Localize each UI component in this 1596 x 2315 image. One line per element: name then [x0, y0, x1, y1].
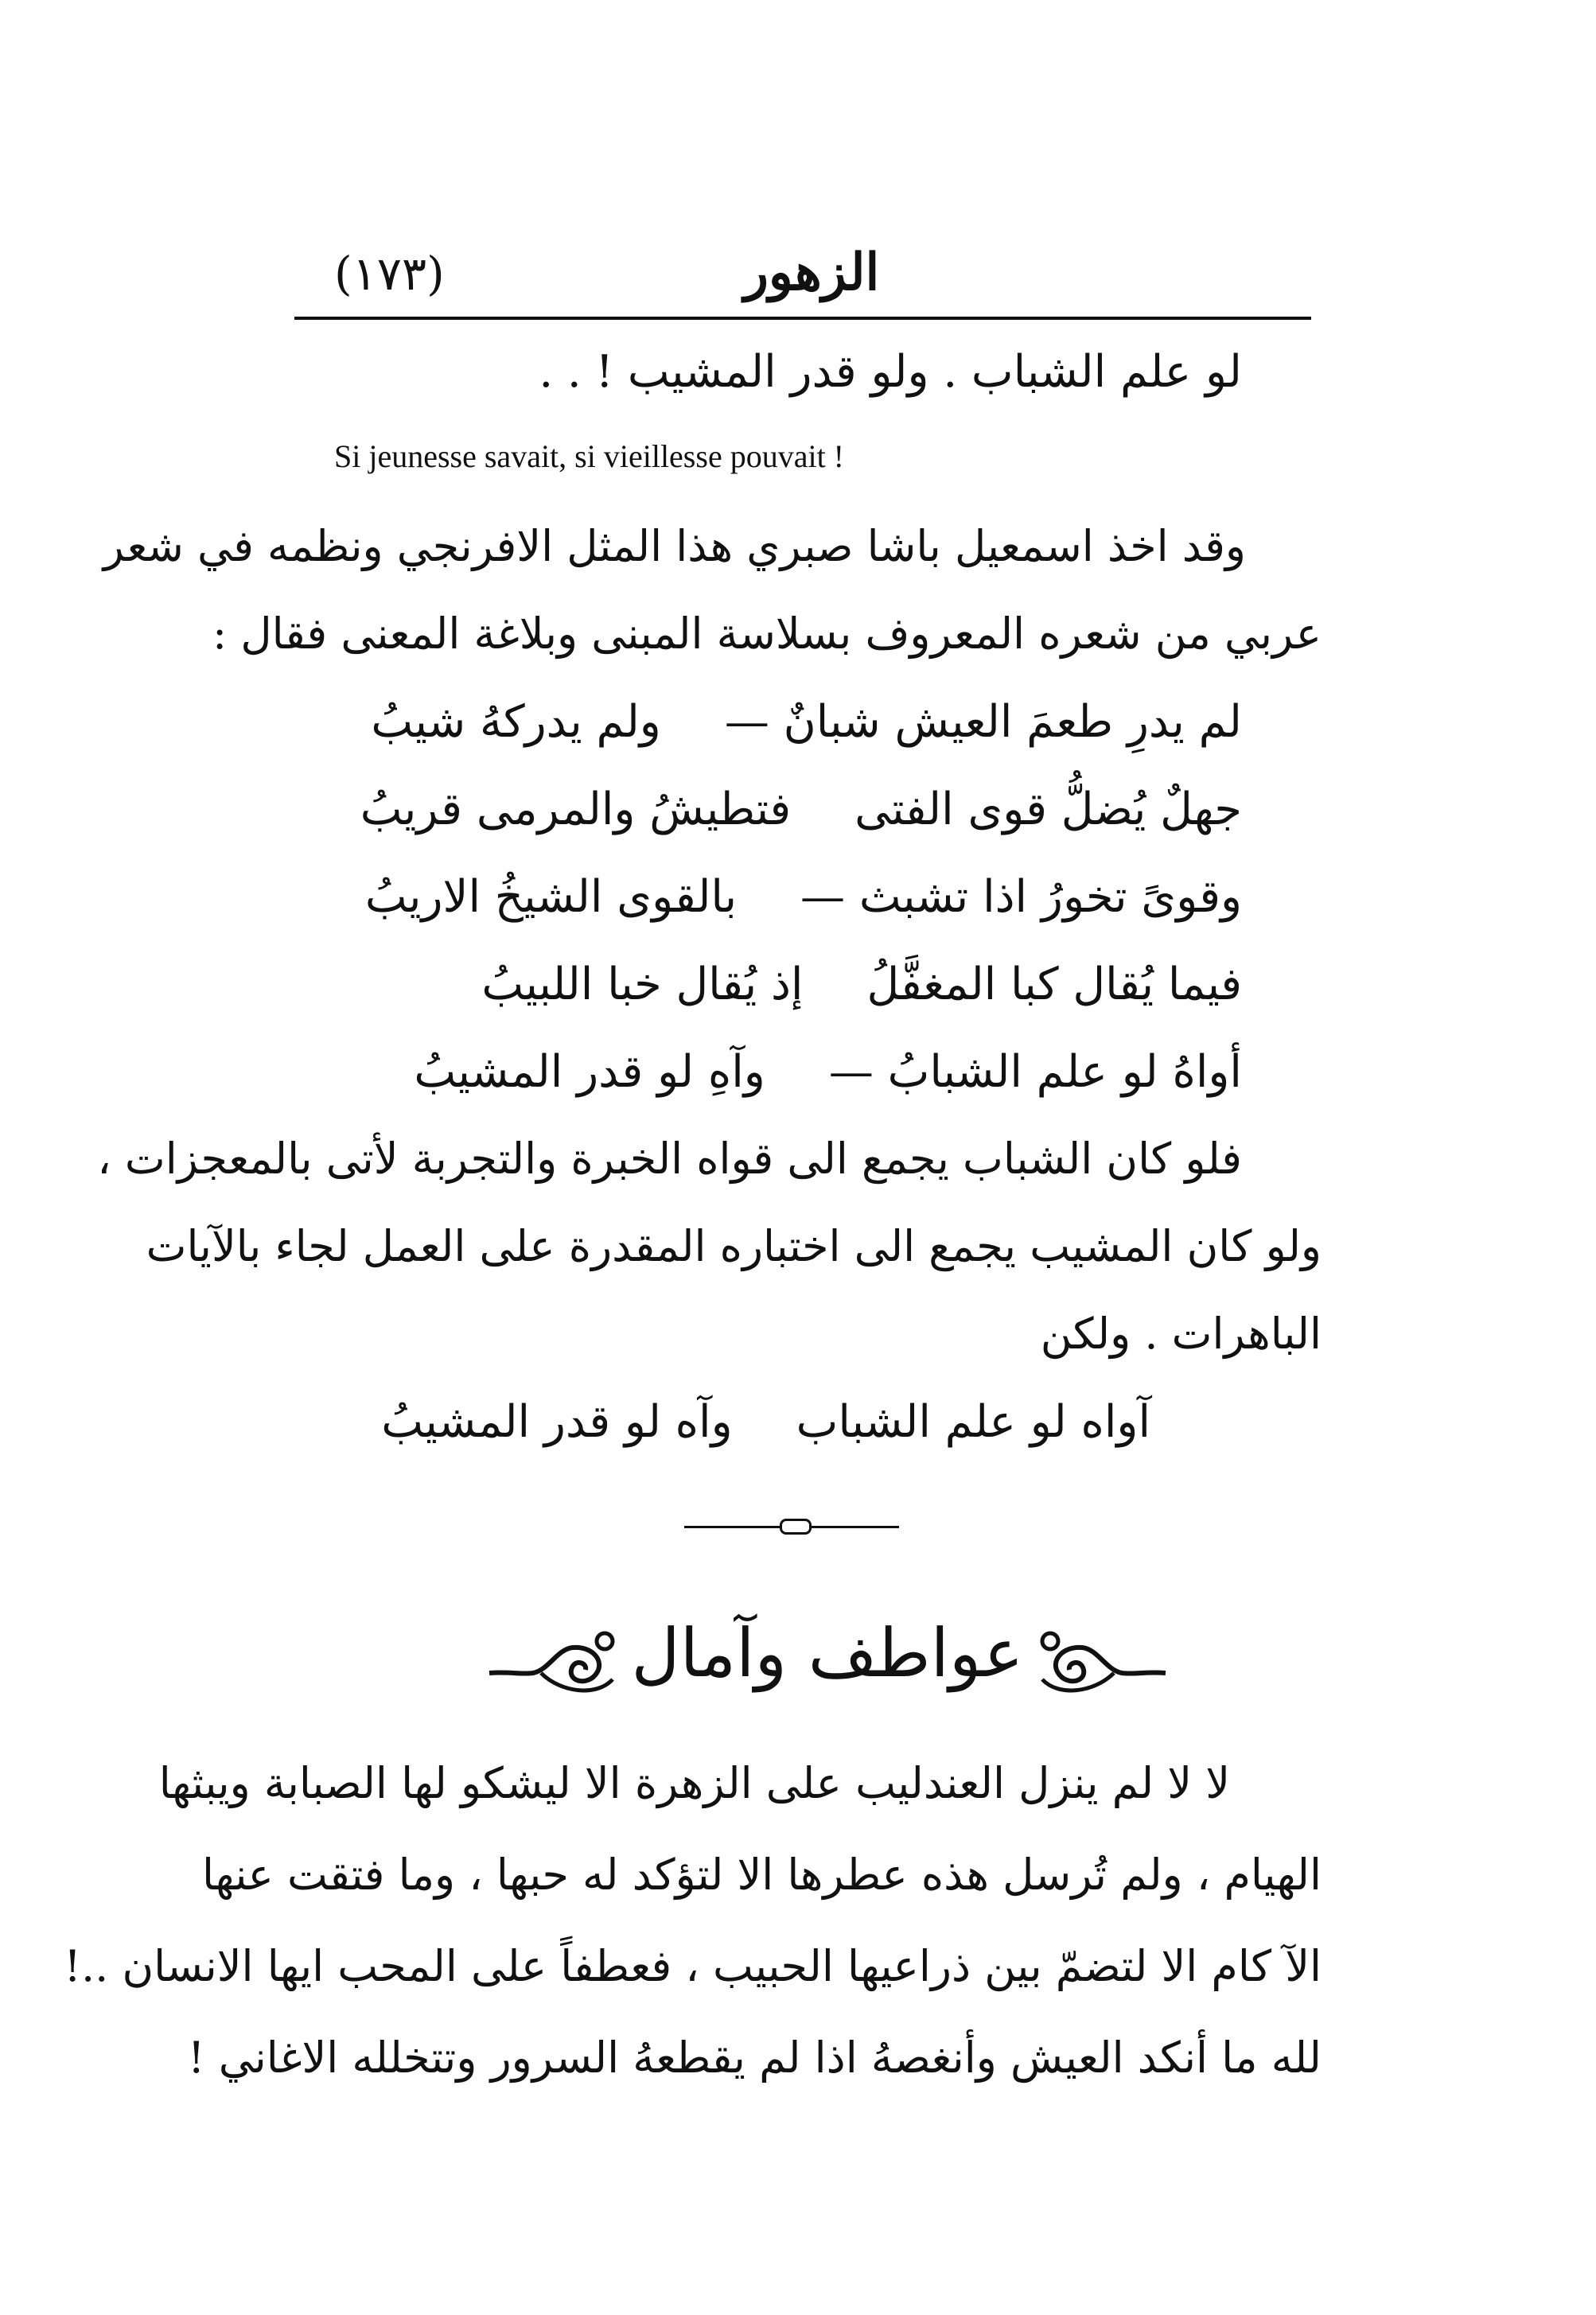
closing-verse-first-hemistich: آواه لو علم الشباب: [796, 1396, 1150, 1448]
verse-5-second-hemistich: وآهِ لو قدر المشيبُ: [414, 1046, 765, 1098]
section-heading: [485, 1603, 1170, 1722]
proverb-french: Si jeunesse savait, si vieillesse pouvait !: [334, 438, 844, 474]
section-paragraph-line-4: لله ما أنكد العيش وأنغصهُ اذا لم يقطعهُ السرور وتتخلله الاغاني !: [187, 2033, 1322, 2083]
verse-3-second-hemistich: بالقوى الشيخُ الاريبُ: [364, 871, 738, 923]
verse-1-first-hemistich: لم يدرِ طعمَ العيش شبانٌ —: [724, 696, 1242, 748]
intro-line-1: وقد اخذ اسمعيل باشا صبري هذا المثل الافرنجي ونظمه في شعر: [103, 521, 1246, 571]
intro-line-2: عربي من شعره المعروف بسلاسة المبنى وبلاغة المعنى فقال :: [212, 609, 1322, 659]
section-divider-ornament: [684, 1515, 899, 1539]
comment-line-1: فلو كان الشباب يجمع الى قواه الخبرة والتجربة لأتى بالمعجزات ،: [97, 1134, 1242, 1184]
section-paragraph-line-2: الهيام ، ولم تُرسل هذه عطرها الا لتؤكد له حبها ، وما فتقت عنها: [201, 1850, 1322, 1900]
section-paragraph-line-1: لا لا لم ينزل العندليب على الزهرة الا ليشكو لها الصبابة ويبثها: [158, 1758, 1230, 1808]
verse-1-second-hemistich: ولم يدركهُ شيبُ: [371, 696, 661, 748]
verse-3: [364, 871, 1242, 923]
verse-4-second-hemistich: إذ يُقال خبا اللبيبُ: [481, 959, 804, 1010]
section-title: عواطف وآمال: [631, 1614, 1024, 1692]
verse-5: [414, 1046, 1242, 1098]
left-flourish-ornament: [485, 1617, 621, 1705]
right-flourish-ornament: [1034, 1617, 1170, 1705]
closing-verse: [381, 1396, 1150, 1448]
page-number: (١٧٣): [334, 247, 445, 301]
verse-2-first-hemistich: جهلٌ يُضلُّ قوى الفتى: [854, 784, 1242, 835]
verse-5-first-hemistich: أواهُ لو علم الشبابُ —: [828, 1046, 1242, 1098]
running-head: [298, 239, 1309, 315]
verse-1: [371, 696, 1242, 748]
comment-line-3: الباهرات . ولكن: [1040, 1309, 1322, 1359]
verse-4: [481, 959, 1242, 1010]
verse-2: [360, 784, 1242, 835]
verse-3-first-hemistich: وقوىً تخورُ اذا تشبث —: [800, 871, 1242, 923]
closing-verse-second-hemistich: وآه لو قدر المشيبُ: [381, 1396, 733, 1448]
header-rule: [294, 317, 1311, 320]
verse-4-first-hemistich: فيما يُقال كبا المغفَّلُ: [866, 959, 1242, 1010]
section-paragraph-line-3: الآ كام الا لتضمّ بين ذراعيها الحبيب ، فعطفاً على المحب ايها الانسان ..!: [64, 1941, 1322, 1991]
proverb-arabic: لو علم الشباب . ولو قدر المشيب ! . .: [539, 346, 1242, 398]
verse-2-second-hemistich: فتطيشُ والمرمى قريبُ: [360, 784, 792, 835]
comment-line-2: ولو كان المشيب يجمع الى اختباره المقدرة على العمل لجاء بالآيات: [146, 1221, 1322, 1271]
journal-title: الزهور: [744, 243, 880, 302]
